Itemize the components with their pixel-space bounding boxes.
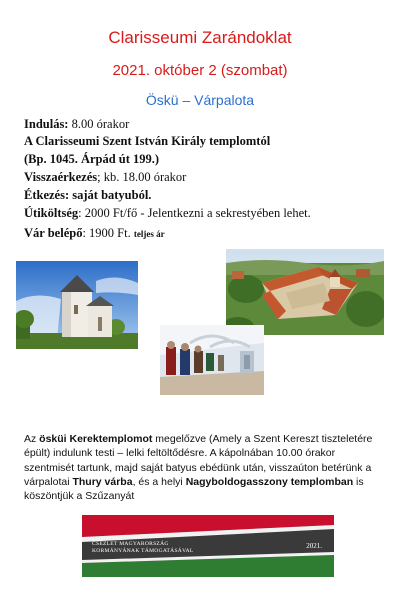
para-text-1: Az [24,433,40,445]
address-line [24,152,159,167]
castle-fee-value: : 1900 Ft. [82,226,131,240]
para-text-2: megelőzve (Amely a Szent Kereszt tiszteletére épült) indulunk testi – lelki feltöltődésre. A kápolnában 10.00 órakor szentmisét tartunk, majd saját batyus ebédünk után, visszaúton betérünk a várpalotai [24,433,373,488]
page-title: Clarisseumi Zarándoklat [108,28,292,47]
from-line [24,134,270,149]
departure-line [24,117,129,132]
cost-line [24,206,311,221]
para-bold-church: ösküi Kerektemplomot [39,433,153,445]
round-church-photo [16,261,138,349]
banner-line-1: CSEZLET MAGYARORSZÁG [92,541,169,547]
banner-line-2: KORMÁNYÁNAK TÁMOGATÁSÁVAL [92,548,194,554]
para-bold-church-2: Nagyboldogasszony templomban [185,475,354,488]
return-line [24,170,186,185]
food-value: : saját batyuból. [64,188,152,202]
banner-year: 2021. [306,542,322,550]
event-date: 2021. október 2 (szombat) [112,62,288,79]
return-value: ; kb. 18.00 órakor [97,170,187,184]
para-text-4: is köszöntjük a Szűzanyát [24,475,364,503]
castle-fee-note: teljes ár [133,229,165,239]
cost-value: : 2000 Ft/fő - Jelentkezni a sekrestyében lehet. [78,206,311,220]
cost-label: Útiköltség [24,206,79,220]
return-label: Visszaérkezés [24,170,98,184]
departure-value: 8.00 órakor [71,117,130,131]
food-label: Étkezés [24,188,65,202]
departure-label: Indulás: [24,117,69,131]
from-text: A Clarisseumi Szent István Király templomtól [24,134,271,148]
route-title: Öskü – Várpalota [145,92,255,108]
sponsor-banner [82,515,334,577]
castle-fee-line [24,226,165,241]
castle-fee-label: Vár belépő [24,226,83,240]
address-text: (Bp. 1045. Árpád út 199.) [24,152,160,166]
thury-castle-photo [226,249,384,335]
description-paragraph [24,432,376,503]
food-line [24,188,151,203]
para-bold-castle: Thury várba [72,475,133,488]
museum-interior-photo [160,325,264,395]
para-text-3: , és a helyi [132,475,186,488]
